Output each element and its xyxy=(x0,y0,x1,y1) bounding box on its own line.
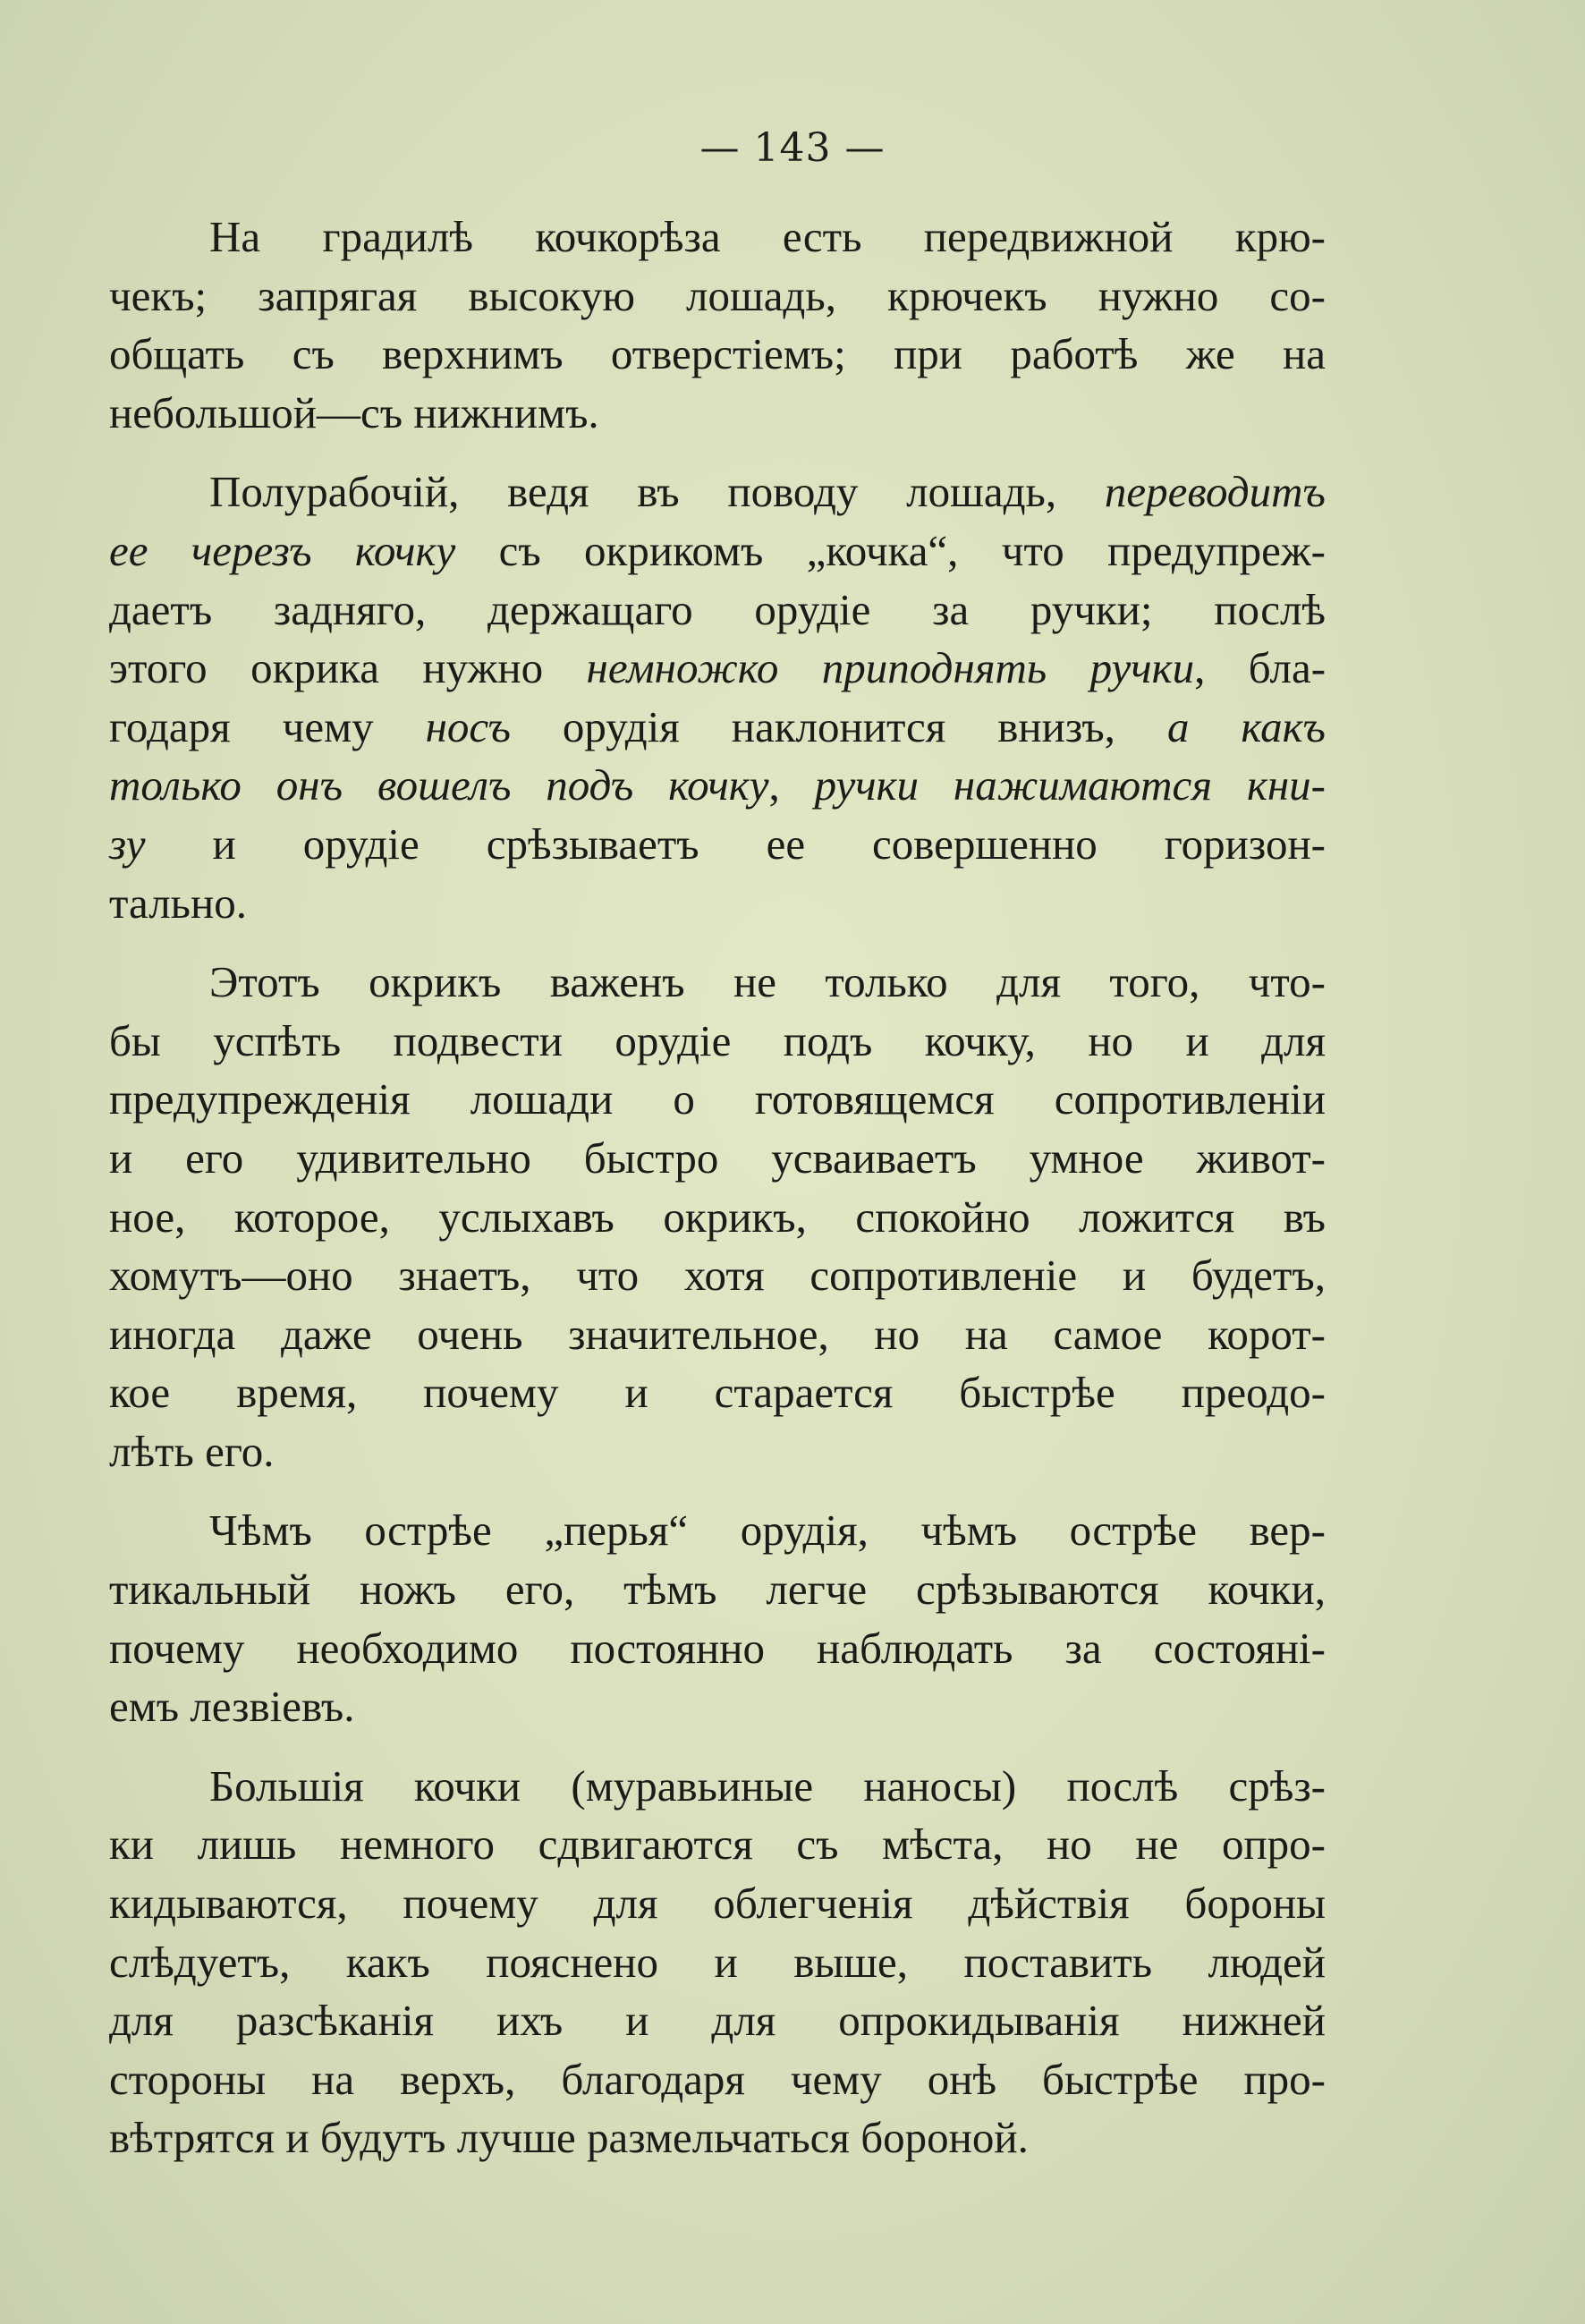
text-run: тикальный ножъ его, тѣмъ легче срѣзываются кочки, xyxy=(109,1565,1326,1615)
paragraph-1 xyxy=(109,208,1326,442)
text-run: бы успѣть подвести орудіе подъ кочку, но и для xyxy=(109,1015,1326,1065)
text-run: орудія наклонится внизъ, xyxy=(510,701,1167,751)
text-line xyxy=(109,756,1326,815)
italic-emphasis: зу xyxy=(109,818,146,869)
text-run: чекъ; запрягая высокую лошадь, крючекъ нужно со- xyxy=(109,270,1326,320)
text-run: емъ лезвіевъ. xyxy=(109,1682,355,1732)
italic-emphasis: ее черезъ кочку xyxy=(109,525,456,575)
text-line xyxy=(109,1991,1326,2050)
text-line xyxy=(109,1188,1326,1247)
paragraph-5 xyxy=(109,1757,1326,2167)
text-run: даетъ задняго, держащаго орудіе за ручки; послѣ xyxy=(109,584,1326,634)
text-run: хомутъ—оно знаетъ, что хотя сопротивленіе и будетъ, xyxy=(109,1251,1326,1301)
text-line xyxy=(109,2050,1326,2109)
text-line xyxy=(109,1757,1326,1816)
text-line xyxy=(109,1070,1326,1129)
text-run: кидываются, почему для облегченія дѣйствія бороны xyxy=(109,1879,1326,1929)
italic-emphasis: только онъ вошелъ подъ кочку xyxy=(109,760,769,810)
text-run: лѣть его. xyxy=(109,1426,275,1476)
text-line xyxy=(109,1012,1326,1071)
text-line xyxy=(109,1129,1326,1188)
text-run: и его удивительно быстро усваиваетъ умное живот- xyxy=(109,1132,1326,1183)
text-run: вѣтрятся и будутъ лучше размельчаться бороной. xyxy=(109,2113,1029,2163)
text-line xyxy=(109,1560,1326,1619)
paragraph-3 xyxy=(109,953,1326,1480)
text-run: слѣдуетъ, какъ пояснено и выше, поставить людей xyxy=(109,1937,1326,1987)
text-run: почему необходимо постоянно наблюдать за состояні- xyxy=(109,1623,1326,1673)
text-run: Чѣмъ острѣе „перья“ орудія, чѣмъ острѣе вер- xyxy=(209,1506,1326,1556)
text-run: съ окрикомъ „кочка“, что предупреж- xyxy=(455,525,1326,575)
text-run: предупрежденія лошади о готовящемся сопротивленіи xyxy=(109,1074,1326,1124)
text-line xyxy=(109,462,1326,522)
italic-emphasis: носъ xyxy=(425,701,511,751)
body-text xyxy=(109,208,1326,2188)
text-run: общать съ верхнимъ отверстіемъ; при работѣ же на xyxy=(109,329,1326,379)
text-run: Большія кочки (муравьиные наносы) послѣ срѣз- xyxy=(209,1760,1326,1811)
text-run: годаря чему xyxy=(109,701,426,751)
text-run: , xyxy=(768,760,815,810)
text-line xyxy=(109,815,1326,874)
paragraph-2 xyxy=(109,462,1326,932)
text-line xyxy=(109,325,1326,384)
text-line xyxy=(109,1874,1326,1933)
italic-emphasis: ручки нажимаются кни- xyxy=(814,760,1326,810)
italic-emphasis: переводитъ xyxy=(1104,467,1326,517)
text-run: Полурабочій, ведя въ поводу лошадь, xyxy=(209,467,1105,517)
text-line xyxy=(109,953,1326,1012)
text-line xyxy=(109,1815,1326,1874)
text-run: Этотъ окрикъ важенъ не только для того, что- xyxy=(209,957,1326,1007)
paragraph-4 xyxy=(109,1501,1326,1735)
text-line xyxy=(109,698,1326,757)
text-run: тально. xyxy=(109,878,247,928)
text-line xyxy=(109,1677,1326,1736)
text-run: иногда даже очень значительное, но на самое корот- xyxy=(109,1309,1326,1359)
text-line xyxy=(109,639,1326,698)
text-line xyxy=(109,874,1326,933)
text-run: На градилѣ кочкорѣза есть передвижной крю- xyxy=(209,212,1326,261)
text-run: ное, которое, услыхавъ окрикъ, спокойно ложится въ xyxy=(109,1192,1326,1242)
text-run: ки лишь немного сдвигаются съ мѣста, но не опро- xyxy=(109,1819,1326,1870)
text-line xyxy=(109,1501,1326,1560)
text-run: небольшой—съ нижнимъ. xyxy=(109,387,599,437)
text-run: кое время, почему и старается быстрѣе преодо- xyxy=(109,1368,1326,1418)
text-line xyxy=(109,2108,1326,2167)
text-run: и орудіе срѣзываетъ ее совершенно горизон- xyxy=(145,818,1326,869)
text-run: стороны на верхъ, благодаря чему онѣ быстрѣе про- xyxy=(109,2054,1326,2104)
text-line xyxy=(109,1363,1326,1422)
text-line xyxy=(109,581,1326,640)
text-line xyxy=(109,522,1326,581)
text-run: , бла- xyxy=(1194,643,1326,693)
page-number: — 143 — xyxy=(699,125,886,171)
text-line xyxy=(109,208,1326,267)
text-line xyxy=(109,384,1326,443)
text-line xyxy=(109,1422,1326,1481)
italic-emphasis: а какъ xyxy=(1166,701,1326,751)
text-line xyxy=(109,1933,1326,1992)
text-line xyxy=(109,267,1326,326)
text-line xyxy=(109,1246,1326,1305)
italic-emphasis: немножко приподнять ручки xyxy=(586,643,1195,693)
text-run: для разсѣканія ихъ и для опрокидыванія нижней xyxy=(109,1996,1326,2046)
text-line xyxy=(109,1305,1326,1364)
text-run: этого окрика нужно xyxy=(109,643,587,693)
text-line xyxy=(109,1619,1326,1678)
